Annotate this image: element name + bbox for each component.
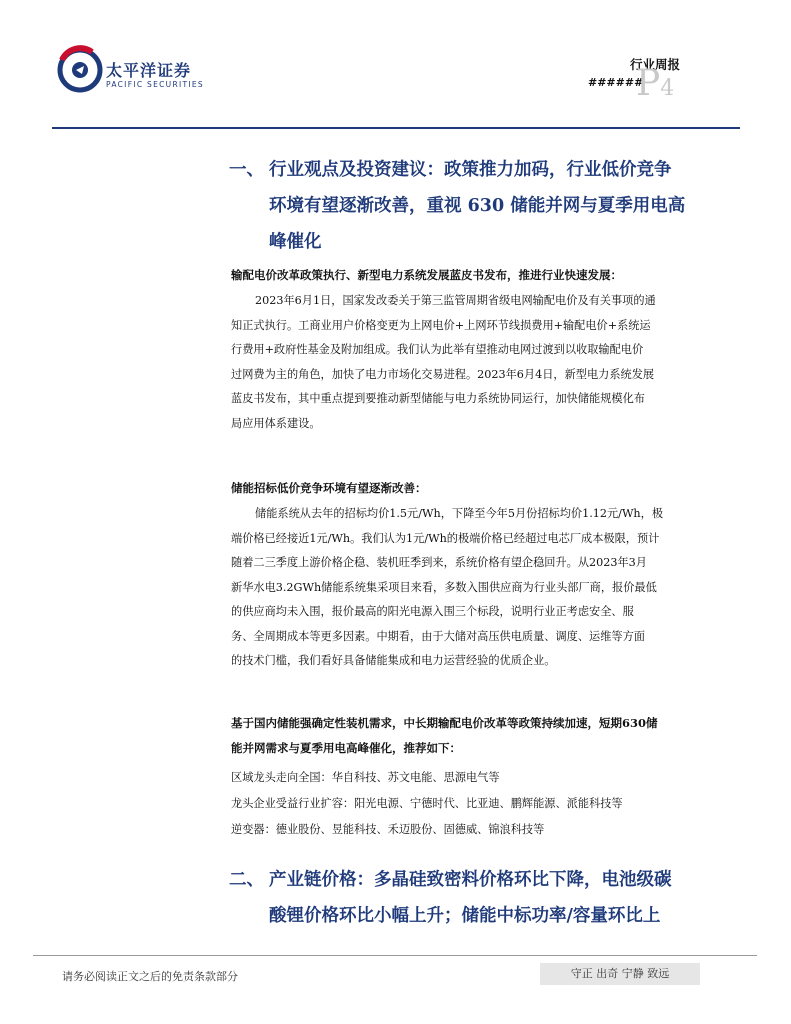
recommendation-item: 逆变器：德业股份、昱能科技、禾迈股份、固德威、锦浪科技等 [231,823,545,836]
recommendation-item: 区域龙头走向全国：华自科技、苏文电能、思源电气等 [231,771,500,784]
recommendation-list [231,765,743,843]
page-letter: P [636,63,661,104]
block-3-lead [231,711,743,760]
recommendation-item: 龙头企业受益行业扩容：阳光电源、宁德时代、比亚迪、鹏辉能源、派能科技等 [231,797,623,810]
section-2-title-line: 酸锂价格环比小幅上升；储能中标功率/容量环比上 [269,906,661,926]
section-1-number: 一、 [229,160,264,180]
block-1-lead: 输配电价改革政策执行、新型电力系统发展蓝皮书发布，推进行业快速发展： [231,268,622,282]
section-1-title-line: 峰催化 [269,232,322,252]
page-digit: 4 [660,76,675,101]
report-date: ###### [588,76,644,89]
section-2-number: 二、 [229,870,264,890]
header-divider [52,127,740,129]
block-2-lead: 储能招标低价竞争环境有望逐渐改善： [231,481,427,495]
company-name-en: PACIFIC SECURITIES [106,80,204,89]
paragraph-line: 的技术门槛，我们看好具备储能集成和电力运营经验的优质企业。 [231,654,556,667]
paragraph-line: 储能系统从去年的招标均价1.5元/Wh，下降至今年5月份招标均价1.12元/Wh，极 [255,507,664,520]
block-1-paragraph [231,289,743,436]
footer-disclaimer: 请务必阅读正文之后的免责条款部分 [62,970,238,983]
paragraph-line: 随着二三季度上游价格企稳、装机旺季到来，系统价格有望企稳回升。从2023年3月 [231,556,647,569]
block-2-paragraph [231,502,743,674]
section-1-title-line: 行业观点及投资建议：政策推力加码，行业低价竞争 [269,160,672,180]
section-1-heading [229,152,729,260]
page-number [636,63,675,104]
paragraph-line: 行费用+政府性基金及附加组成。我们认为此举有望推动电网过渡到以收取输配电价 [231,343,644,356]
paragraph-line: 新华水电3.2GWh储能系统集采项目来看，多数入围供应商为行业头部厂商，报价最低 [231,580,657,594]
lead-line: 能并网需求与夏季用电高峰催化，推荐如下： [231,740,461,755]
section-2-heading [229,862,729,934]
paragraph-line: 端价格已经接近1元/Wh。我们认为1元/Wh的极端价格已经超过电芯厂成本极限，预计 [231,531,660,545]
paragraph-line: 知正式执行。工商业用户价格变更为上网电价+上网环节线损费用+输配电价+系统运 [231,318,651,332]
section-2-title-line: 产业链价格：多晶硅致密料价格环比下降，电池级碳 [269,870,672,890]
footer-divider [33,955,757,956]
paragraph-line: 的供应商均未入围，报价最高的阳光电源入围三个标段，说明行业正考虑安全、服 [231,605,634,618]
lead-line: 基于国内储能强确定性装机需求，中长期输配电价改革等政策持续加速，短期630储 [231,716,658,730]
paragraph-line: 过网费为主的角色，加快了电力市场化交易进程。2023年6月4日，新型电力系统发展 [231,367,655,381]
report-type: 行业周报 [629,57,680,72]
paragraph-line: 局应用体系建设。 [231,416,321,430]
paragraph-line: 蓝皮书发布，其中重点提到要推动新型储能与电力系统协同运行，加快储能规模化布 [231,392,645,405]
company-name-cn: 太平洋证券 [106,61,192,80]
paragraph-line: 务、全周期成本等更多因素。中期看，由于大储对高压供电质量、调度、运维等方面 [231,629,645,643]
section-1-title-line: 环境有望逐渐改善，重视 630 储能并网与夏季用电高 [269,196,686,216]
footer-motto: 守正 出奇 宁静 致远 [540,963,700,985]
paragraph-line: 2023年6月1日，国家发改委关于第三监管周期省级电网输配电价及有关事项的通 [255,294,656,307]
